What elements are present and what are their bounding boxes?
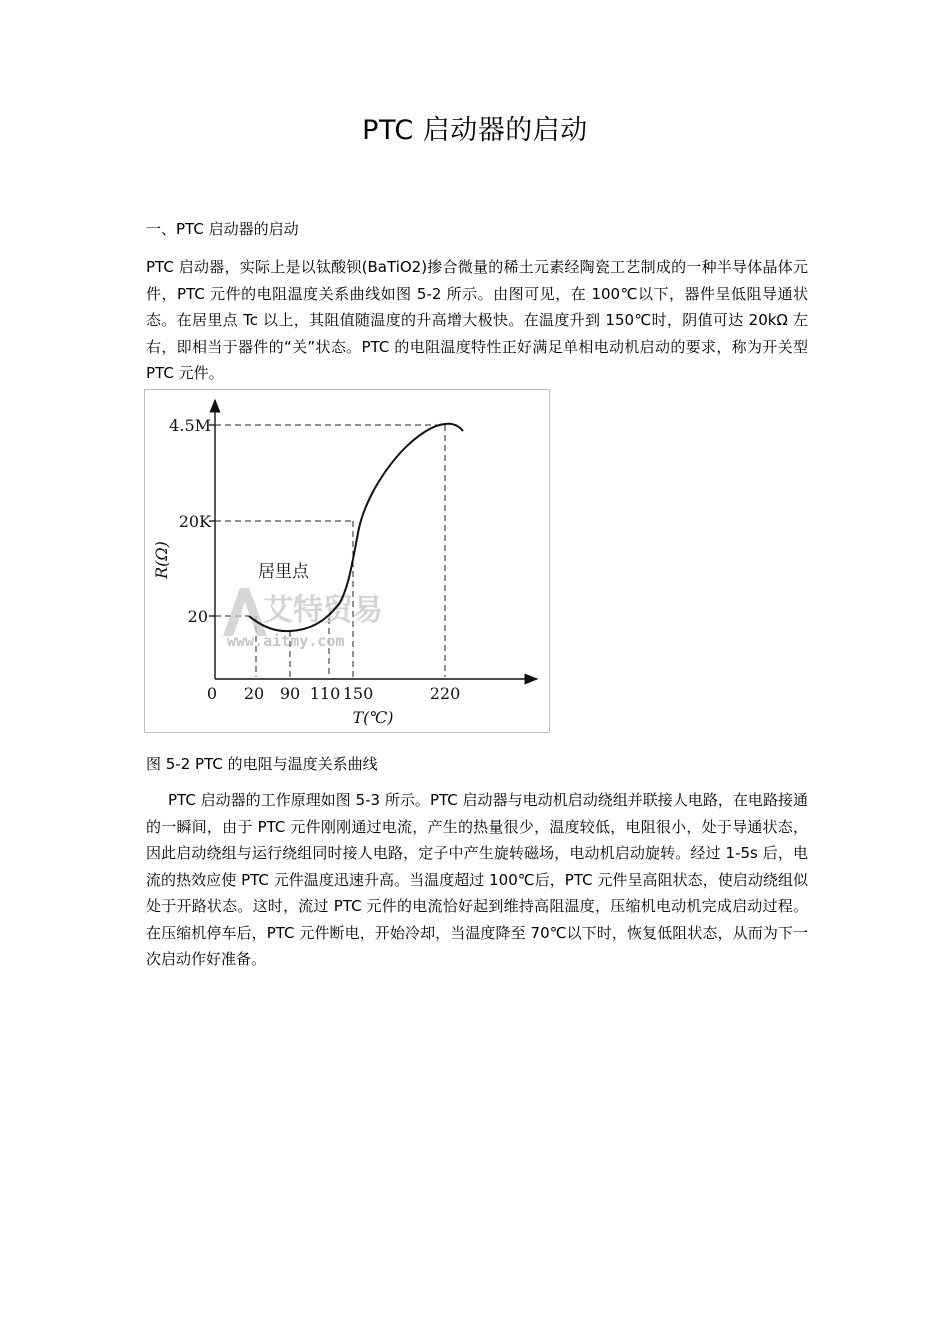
y-axis-label: R(Ω) [152, 541, 171, 579]
page-title: PTC 启动器的启动 [362, 115, 588, 146]
x-tick-90: 90 [279, 684, 301, 703]
y-tick-20: 20 [187, 607, 208, 626]
watermark-logo [223, 588, 267, 636]
x-tick-150: 150 [342, 684, 374, 703]
y-tick-20k: 20K [178, 512, 211, 531]
x-tick-0: 0 [206, 684, 218, 703]
y-tick-4-5m: 4.5M [169, 416, 211, 435]
resistance-temperature-chart [145, 390, 549, 732]
paragraph-2: PTC 启动器的工作原理如图 5-3 所示。PTC 启动器与电动机启动绕组并联接人电路，在电路接通的一瞬间，由于 PTC 元件刚刚通过电流，产生的热量很少，温度较低，电阻很小，处于导通状态，因此启动绕组与运行绕组同时接人电路，定子中产生旋转磁场，电动机启动旋转。经过 1-5s 后，电流的热效应使 PTC 元件温度迅速升高。当温度超过 100℃后，PTC 元件呈高阻状态，使启动绕组似处于开路状态。这时，流过 PTC 元件的电流恰好起到维持高阻温度，压缩机电动机完成启动过程。在压缩机停车后，PTC 元件断电，开始冷却，当温度降至 70℃以下时，恢复低阻状态，从而为下一次启动作好准备。 [146, 791, 808, 968]
paragraph-1: PTC 启动器，实际上是以钛酸钡(BaTiO2)掺合微量的稀土元素经陶瓷工艺制成的一种半导体晶体元件，PTC 元件的电阻温度关系曲线如图 5-2 所示。由图可见，在 100℃以下，器件呈低阻导通状态。在居里点 Tc 以上，其阻值随温度的升高增大极快。在温度升到 150℃时，阴值可达 20kΩ 左右，即相当于器件的“关”状态。PTC 的电阻温度特性正好满足单相电动机启动的要求，称为开关型 PTC 元件。 [146, 258, 808, 382]
watermark-url: www.aitmy.com [227, 632, 345, 650]
figure-ptc-curve [144, 389, 550, 733]
watermark [223, 588, 383, 650]
x-axis-label: T(℃) [352, 708, 394, 727]
x-tick-110: 110 [309, 684, 341, 703]
watermark-brand: 艾特贸易 [263, 593, 383, 628]
section-heading: 一、PTC 启动器的启动 [146, 220, 299, 238]
x-tick-20: 20 [243, 684, 265, 703]
curie-point-label: 居里点 [258, 562, 309, 582]
figure-caption: 图 5-2 PTC 的电阻与温度关系曲线 [146, 755, 378, 773]
x-tick-220: 220 [429, 684, 461, 703]
